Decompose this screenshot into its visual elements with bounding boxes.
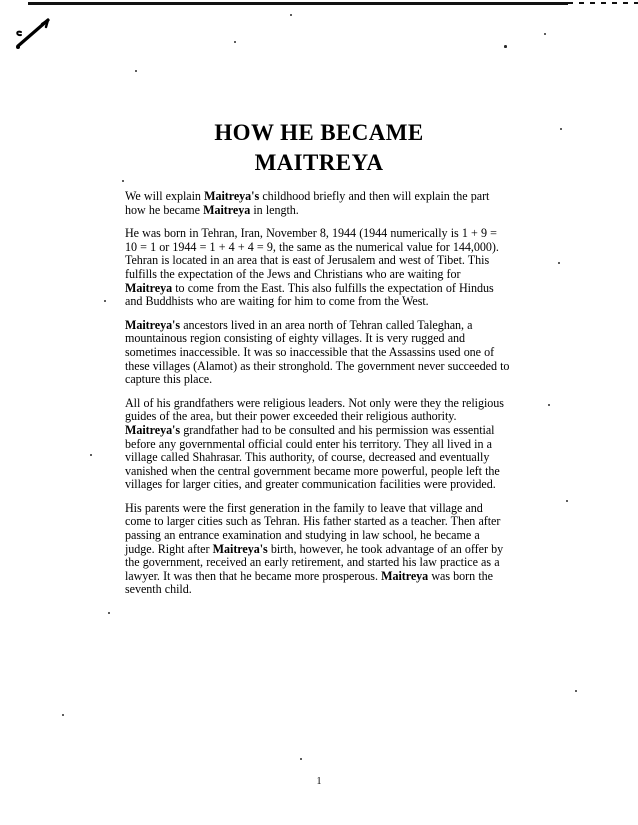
body-text: He was born in Tehran, Iran, November 8, 1944 (1944 numerically is 1 + 9 = 10 = 1 or 1944 = 1 + 4 + 4 = 9, the same as the numerical value for 144,000). Tehran is located in an area that is east of Jerusalem and west of Tibet. This fulfills the expectation of the Jews and Christians who are waiting for (125, 226, 499, 281)
emphasis-text: Maitreya's (125, 422, 181, 437)
emphasis-text: Maitreya (203, 202, 251, 217)
scan-edge-line (28, 2, 568, 5)
body-text: childhood briefly and then will explain the part how he became (125, 189, 490, 217)
scan-speck (566, 500, 568, 502)
paragraph (125, 227, 510, 309)
emphasis-text: Maitreya's (212, 541, 268, 556)
body-text: His parents were the first generation in the family to leave that village and come to larger cities such as Tehran. His father started as a teacher. Then after passing an entrance examination and studying in law school, he became a judge. Right after (125, 500, 501, 556)
body-text: We will explain (125, 189, 205, 203)
scan-speck (108, 612, 110, 614)
scan-speck (90, 454, 92, 456)
emphasis-text: Maitreya (381, 568, 429, 583)
scan-speck (135, 70, 137, 72)
scan-speck (504, 45, 507, 48)
page-number: 1 (316, 776, 322, 787)
title-line-1: HOW HE BECAME (214, 120, 424, 146)
emphasis-text: Maitreya's (125, 317, 181, 332)
scan-speck (548, 404, 550, 406)
scan-speck (234, 41, 236, 43)
scan-speck (122, 180, 124, 182)
body-text: birth, however, he took advantage of an offer by the government, received an early retirement, and started his law practice as a lawyer. It was then that he became more prosperous. (125, 541, 504, 583)
scan-speck (558, 262, 560, 264)
scan-speck (104, 300, 106, 302)
body-text: ancestors lived in an area north of Tehran called Taleghan, a mountainous region consisting of eighty villages. It is very rugged and sometimes inaccessible. It was so inaccessible that the Assassins used one of these villages (Alamot) as their stronghold. The government never succeeded to capture this place. (125, 317, 510, 387)
scan-speck (290, 14, 292, 16)
emphasis-text: Maitreya's (204, 189, 260, 203)
body-text: to come from the East. This also fulfills the expectation of Hindus and Buddhists who are waiting for him to come from the West. (125, 280, 494, 309)
page-title (0, 118, 638, 178)
body-text: in length. (250, 202, 299, 217)
body-text: grandfather had to be consulted and his permission was essential before any governmental official could enter his territory. They all lived in a village called Shahrasar. This authority, of course, decreased and eventually vanished when the central government became more powerful, people left the villages for larger cities, and greater communication facilities were provided. (125, 422, 500, 492)
body-text: was born the seventh child. (125, 568, 493, 597)
paragraph (125, 397, 510, 492)
body-text-column (125, 190, 510, 607)
pen-slash-mark (12, 14, 66, 50)
scan-speck (544, 33, 546, 35)
body-text: All of his grandfathers were religious leaders. Not only were they the religious guides of the area, but their power exceeded their religious authority. (125, 395, 504, 424)
paragraph (125, 190, 510, 217)
title-line-2: MAITREYA (254, 150, 384, 176)
scan-speck (62, 714, 64, 716)
scan-speck (575, 690, 577, 692)
scan-speck (300, 758, 302, 760)
paragraph (125, 319, 510, 387)
emphasis-text: Maitreya (125, 280, 173, 295)
paragraph (125, 502, 510, 597)
